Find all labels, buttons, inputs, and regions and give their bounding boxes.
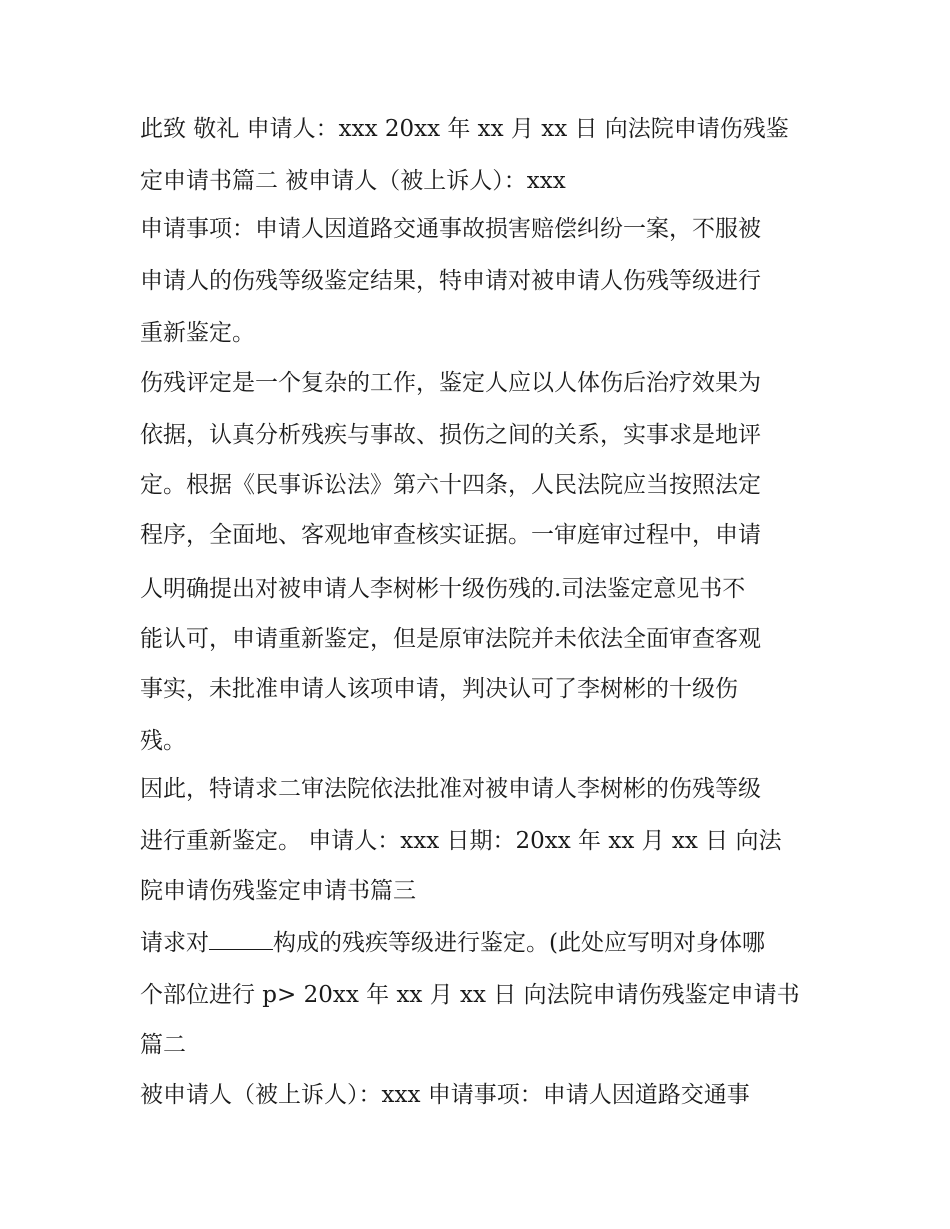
text-line: 因此，特请求二审法院依法批准对被申请人李树彬的伤残等级 [140, 776, 761, 802]
text-line: 篇二 [140, 1032, 186, 1058]
text-line: 能认可，申请重新鉴定，但是原审法院并未依法全面审查客观 [140, 626, 761, 652]
blank-line-suffix: 构成的残疾等级进行鉴定。(此处应写明对身体哪 [273, 930, 765, 956]
fill-in-blank [209, 929, 273, 950]
text-line: 事实，未批准申请人该项申请，判决认可了李树彬的十级伤 [140, 676, 738, 702]
text-line: 伤残评定是一个复杂的工作，鉴定人应以人体伤后治疗效果为 [140, 370, 761, 396]
text-line: 申请事项：申请人因道路交通事故损害赔偿纠纷一案，不服被 [140, 216, 761, 242]
text-line: 人明确提出对被申请人李树彬十级伤残的.司法鉴定意见书不 [140, 576, 746, 602]
text-line: 进行重新鉴定。 申请人：xxx 日期：20xx 年 xx 月 xx 日 向法 [140, 828, 782, 854]
text-line: 院申请伤残鉴定申请书篇三 [140, 878, 416, 904]
text-line: 此致 敬礼 申请人：xxx 20xx 年 xx 月 xx 日 向法院申请伤残鉴 [140, 116, 789, 142]
text-line: 残。 [140, 728, 186, 754]
text-line: 申请人的伤残等级鉴定结果，特申请对被申请人伤残等级进行 [140, 268, 761, 294]
text-line: 重新鉴定。 [140, 320, 255, 346]
text-line: 依据，认真分析残疾与事故、损伤之间的关系，实事求是地评 [140, 422, 761, 448]
text-line: 程序，全面地、客观地审查核实证据。一审庭审过程中，申请 [140, 522, 761, 548]
text-line: 个部位进行 p> 20xx 年 xx 月 xx 日 向法院申请伤残鉴定申请书 [140, 982, 800, 1008]
text-line: 定申请书篇二 被申请人（被上诉人）：xxx [140, 168, 566, 194]
text-line: 被申请人（被上诉人）：xxx 申请事项：申请人因道路交通事 [140, 1082, 750, 1108]
blank-line-prefix: 请求对 [140, 930, 209, 956]
text-line-with-blank [140, 928, 765, 958]
text-line: 定。根据《民事诉讼法》第六十四条，人民法院应当按照法定 [140, 472, 761, 498]
